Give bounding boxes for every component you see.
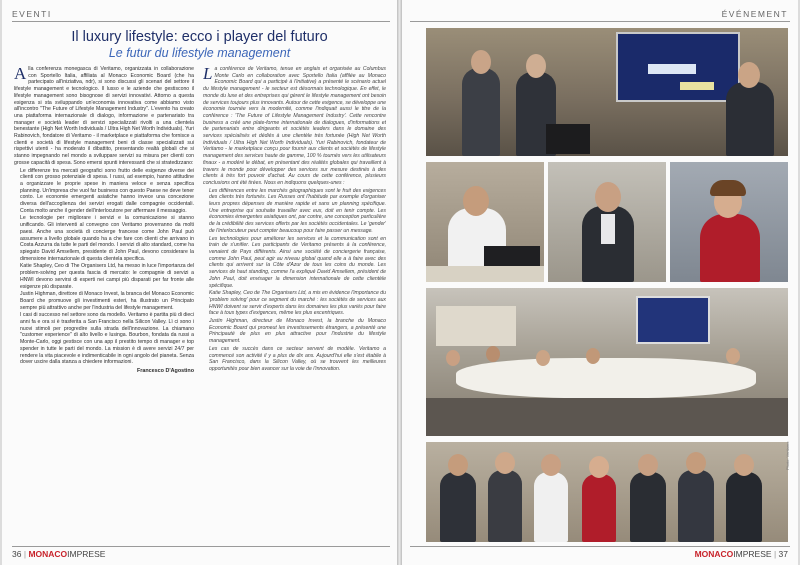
page-folio: 36 | MONACOIMPRESE (12, 549, 106, 559)
brand-monaco: MONACO (28, 549, 68, 559)
group-portrait-photo (426, 442, 788, 542)
photo-credit: Photo: Veritamo (785, 441, 790, 470)
person-silhouette (726, 82, 774, 156)
french-bullet-list (203, 188, 386, 373)
list-item: • Katie Shapley, Ceo de The Organisers Ltd, a mis en évidence l'importance du 'problem solving' pour ce segment du marché : les sociétés de services aux HNWI doivent se servir d'experts dans les domaines les plus variés pour faire face à tous types d'exigences, même les plus excentriques. (209, 290, 386, 317)
brand-monaco: MONACO (694, 549, 734, 559)
list-item: • I casi di successo nel settore sono da modello. Veritamo è partita più di dieci anni fa e ora si è trasferita a San Francisco nella Silicon Valley. Lì ci sono i nuovi stimoli per progredire sulla strada dell'innovazione. La chiamano "customer experience" di alto livello e lusinga. Bourbon, fondata da russi a Monte-Carlo, oggi gestisce con una app il prestito tempo di manager e top spender in tutte le parti del mondo. La mission è di avere servizi 24/7 per rendere la vita piacevole e indimenticabile in ogni angolo del pianeta. Senza dover uscire dalla stanza a chiedere informazioni. (20, 312, 194, 366)
dropcap: A (14, 66, 27, 83)
french-column (203, 66, 386, 542)
page-folio: MONACOIMPRESE | 37 (694, 549, 788, 559)
conference-room-photo (426, 288, 788, 436)
section-tag: ÉVÉNEMENT (721, 9, 788, 19)
header-rule (410, 21, 790, 22)
italian-column (14, 66, 194, 542)
italian-lead-paragraph: Alla conferenza monegasca di Veritamo, organizzata in collaborazione con Sportello Italia, affiliata al Monaco Economic Board (che ha partecipato all'iniziativa, ndr), si sono discussi gli scenari del settore il lifestyle management e tecnologico. Il lusso e le aziende che gestiscono il lifestyle management sono bisognose di servizi innovativi. Attorno a questa esigenza si sta sviluppando un'economia innovativa come abbiamo visto all'incontro "The Future of Lifestyle Management Industry". L'evento ha creato una piattaforma internazionale di dialogo, informazione e partenariato tra manager e società leader di servizi specializzati rivolti a una clientela benestante (High Net Worth Individuals / Ultra High Net Worth Individuals). Yuri Rabinovich, fondatore di Veritamo - il marketplace e piattaforma che fornisce a clienti e società di lifestyle management beni di classe specializzati sui rispettivi utenti - ha moderato il dibattito, presentando realtà globali che si stanno impegnando nel mondo a sviluppare servizi su misura per clienti con grosse capacità di spesa. Sono emersi spunti interessanti che si stratedizzano: (14, 66, 194, 166)
article-author: Francesco D'Agostino (137, 367, 194, 374)
person-silhouette (462, 68, 500, 156)
section-tag: EVENTI (12, 9, 52, 19)
projection-screen (616, 32, 740, 102)
brand-imprese: IMPRESE (733, 549, 772, 559)
brand-imprese: IMPRESE (67, 549, 106, 559)
left-page (2, 0, 397, 565)
italian-bullet-list (14, 168, 194, 366)
projection-screen (636, 296, 710, 344)
french-lead-paragraph: La conférence de Veritamo, tenue en anglais et organisée au Columbus Monte Carlo en collaboration avec Sportello Italia (affilée au Monaco Economic Board qui a participé à l'initiative) a présenté le scénario actuel du lifestyle management - le secteur est désormais technologique. En effet, le monde du luxe et des entreprises qui gèrent le lifestyle management ont besoin de services toujours plus innovants. Autour de cette exigence, se développe une économie tournée vers la modernité, comme l'indiquait aussi le titre de la conférence : 'The Future of Lifestyle Management Industry'. Cette rencontre business a créé une plate-forme internationale de dialogues, d'informations et de partenariats entre dirigeants et sociétés leaders dans le domaine des services spécialisés et dédiés à une clientèle très fortunée (High Net Worth Individuals / Ultra High Net Worth Individuals). Yuri Rabinovich, fondateur de Veritamo - le marketplace conçu pour fournir aux clients et sociétés de lifestyle management des services haute de gamme, 100 % tournés vers les utilisateurs finaux - a modéré le débat, en présentant des réalités globales qui travaillent à travers le monde pour développer des services sur mesure destinés à des clients à très fort pouvoir d'achat. Au cours de cette conférence, plusieurs conclusions ont été tirées. Nous en indiquons quelques-unes : (203, 66, 386, 186)
list-item: • Les différences entre les marchés géographiques sont le fruit des exigences des clients très fortunés. Les Russes ont l'habitude par exemple d'organiser leurs propres dépenses de manière rapide et sans un planning spécifique. Une entreprise qui souhaite travailler avec eux, doit en tenir compte. Les économies émergentes asiatiques ont, par contre, une conception particulière de la crédibilité des services offerts par les sociétés occidentales. Le 'gender' de l'interlocuteur peut compter beaucoup pour faire passer un message. (209, 188, 386, 235)
page-number: 37 (778, 549, 788, 559)
speaker-red-dress-photo (670, 162, 788, 282)
list-item: • Les technologies pour améliorer les services et la communication sont en train de s'unifier. Les participants de Veritamo présents à la conférence, venaient de Pays différents. Ainsi une société de conciergerie française, comme John Paul, peut agir au niveau global quand elle a à faire avec des clients qui arrivent sur la Côte d'Azur de tous les coins du monde. Les services de haut standing, comme l'a expliqué David Amsellem, président de John Paul, doit envisager la dimension internationale de cette clientèle spécifique. (209, 236, 386, 290)
list-item: • Les cas de succès dans ce secteur servent de modèle. Veritamo a commencé son activité il y a plus de dix ans. Aujourd'hui elle s'est établie à San Francisco, dans la Silicon Valley, où se trouvent les meilleures opportunités pour bien avancer sur la voie de l'innovation. (209, 346, 386, 373)
list-item: • Justin Highman, directeur de Monaco Invest, la branche du Monaco Economic Board qui promeut les investissements étrangers, a présenté une Principauté de plus en plus attractive pour l'industrie du lifestyle management. (209, 318, 386, 345)
list-item: • Le tecnologie per migliorare i servizi e la comunicazione si stanno unificando. Gli interventi al convegno con Veritamo proverranno da molti paesi. Anche una società di concierge francese come John Paul può assumere a livello globale quando ha a che fare con clienti che arrivano in Costa Azzurra da tutte le parti del mondo. I servizi di alto standard, come ha spiegato David Amsellem, presidente di John Paul, devono considerare la dimensione internazionale di questa clientela specifica. (20, 215, 194, 262)
speaker-at-laptop-photo (426, 162, 544, 282)
header-rule (12, 21, 390, 22)
speaker-standing-photo (548, 162, 666, 282)
audience-foreground (426, 398, 788, 436)
right-page (402, 0, 798, 565)
list-item: • Justin Highman, direttore di Monaco Invest, la branca del Monaco Economic Board che promuove gli investimenti esteri, ha illustrato un Principato sempre più attrattivo anche per l'industria del lifestyle management. (20, 291, 194, 311)
article-title: Il luxury lifestyle: ecco i player del futuro (71, 29, 328, 45)
presenter-at-screen-photo (426, 28, 788, 156)
list-item: • Le differenze tra mercati geografici sono frutto delle esigenze diverse dei clienti con grosso potenziale di spesa. I russi, ad esempio, hanno attitudine a organizzare le proprie spese in maniera veloce e senza specifica planning. Un'impresa che vuol far business con questo Paese ne deve tener conto. Le economie emergenti asiatiche hanno invece una concezione diversa dell'accoglienza dei servizi erogati dalle compagnie occidentali. Conta molto anche il gender dell'interlocutore per affermare il messaggio. (20, 168, 194, 215)
laptop (546, 124, 590, 154)
footer-rule (12, 546, 390, 547)
page-number: 36 (12, 549, 22, 559)
article-subtitle: Le futur du lifestyle management (108, 46, 291, 60)
list-item: • Katie Shapley, Ceo di The Organisers Ltd, ha messo in luce l'importanza del problem-solving per questa fascia di mercato: le compagnie di servizi a HNWI devono servirsi di esperti nei campi più disparati per far fronte alle esigenze più disparate. (20, 263, 194, 290)
dropcap: L (203, 66, 213, 83)
footer-rule (410, 546, 790, 547)
round-tables (456, 358, 756, 398)
